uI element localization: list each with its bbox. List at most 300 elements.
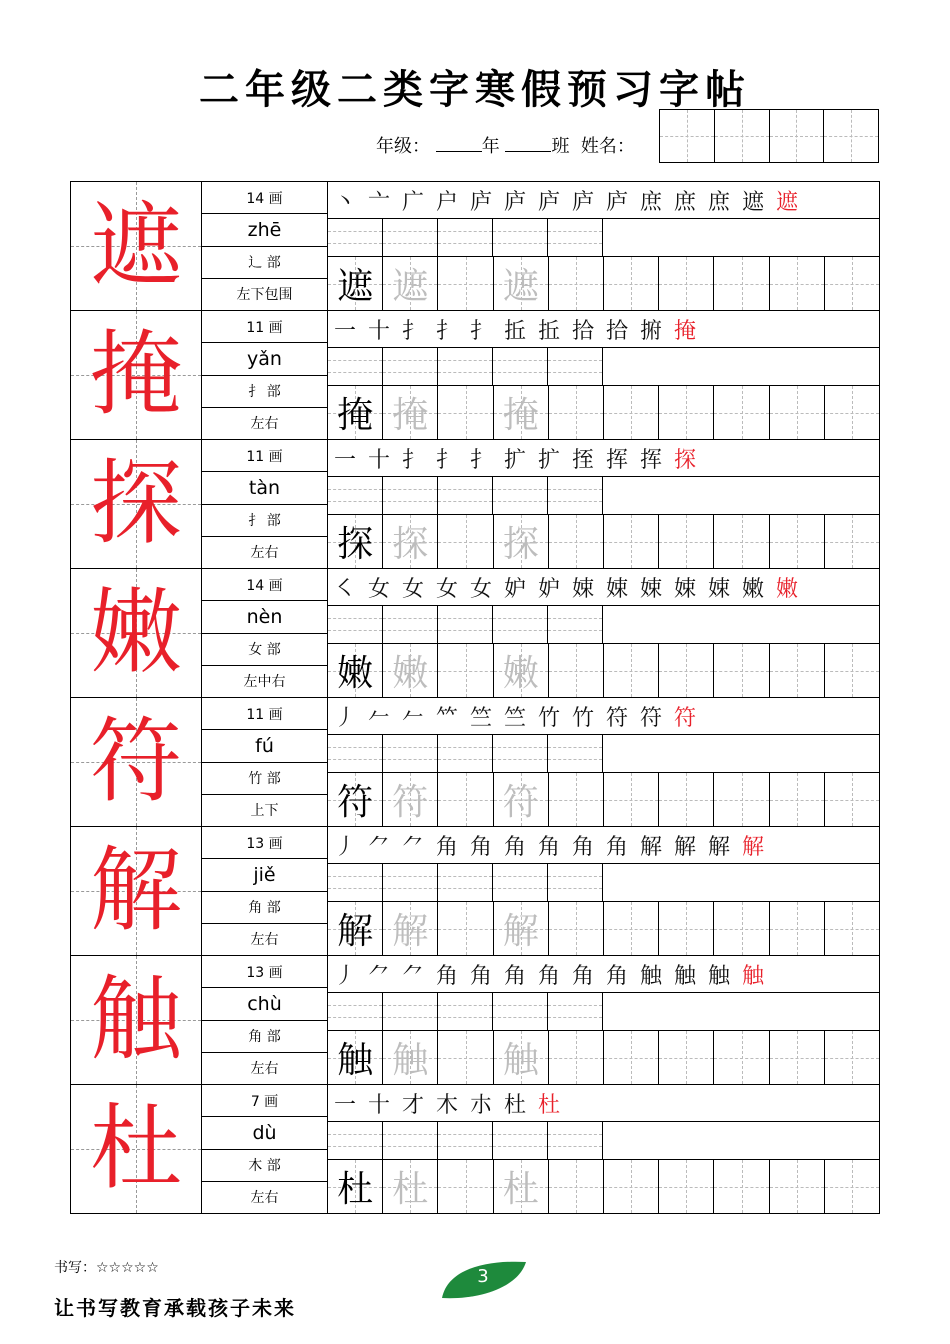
writing-cell[interactable] <box>383 644 438 697</box>
writing-cell[interactable] <box>383 1160 438 1213</box>
year-label: 年 <box>481 136 500 157</box>
stroke-step: 𥫗 <box>436 705 459 731</box>
stroke-step: 角 <box>504 834 527 860</box>
practice-area <box>328 569 879 697</box>
pinyin-row <box>328 477 879 515</box>
stroke-step: 朩 <box>470 1092 493 1118</box>
stroke-step: 十 <box>368 1092 391 1118</box>
pinyin-cell[interactable] <box>328 1122 383 1159</box>
stroke-step: 竺 <box>504 705 527 731</box>
stroke-step: 挥 <box>640 447 663 473</box>
stroke-step: 女 <box>436 576 459 602</box>
writing-cell[interactable] <box>549 1160 604 1213</box>
pinyin-cell[interactable] <box>438 606 493 643</box>
character-meta <box>202 311 328 439</box>
writing-cell[interactable] <box>383 1031 438 1084</box>
stroke-step: 扌 <box>436 318 459 344</box>
writing-cell[interactable] <box>770 386 825 439</box>
writing-cell[interactable] <box>659 386 714 439</box>
stroke-step: 娕 <box>572 576 595 602</box>
stroke-step: 一 <box>334 447 357 473</box>
stroke-step: 解 <box>742 834 765 860</box>
stroke-step: 拞 <box>504 318 527 344</box>
writing-cell[interactable] <box>825 515 879 568</box>
model-char: 探 <box>337 524 374 565</box>
stroke-step: 触 <box>640 963 663 989</box>
pinyin-cell[interactable] <box>548 735 603 772</box>
writing-cell[interactable] <box>659 515 714 568</box>
stroke-step: 户 <box>436 189 459 215</box>
stroke-step: 亠 <box>368 189 391 215</box>
pinyin-cell[interactable] <box>383 1122 438 1159</box>
stroke-step: 角 <box>606 834 629 860</box>
year-blank[interactable] <box>436 137 482 152</box>
stroke-step: 庶 <box>640 189 663 215</box>
big-character-glyph: 掩 <box>89 321 182 428</box>
stroke-step: 捬 <box>640 318 663 344</box>
writing-cell[interactable] <box>604 1160 659 1213</box>
pinyin: jiě <box>202 859 327 891</box>
trace-char: 掩 <box>502 395 539 436</box>
writing-cell[interactable] <box>438 515 493 568</box>
structure: 左右 <box>250 545 279 562</box>
big-character <box>71 182 202 310</box>
trace-char: 嫩 <box>392 653 429 694</box>
writing-grid <box>328 902 879 955</box>
writing-cell[interactable] <box>714 1031 769 1084</box>
pinyin-cell[interactable] <box>493 1122 548 1159</box>
pinyin-cell[interactable] <box>493 993 548 1030</box>
stroke-step: 十 <box>368 318 391 344</box>
writing-cell[interactable] <box>438 644 493 697</box>
writing-cell[interactable] <box>383 773 438 826</box>
stroke-step: 角 <box>436 963 459 989</box>
writing-cell[interactable] <box>825 386 879 439</box>
writing-cell[interactable] <box>825 644 879 697</box>
pinyin-cell[interactable] <box>328 993 383 1030</box>
writing-cell[interactable] <box>494 386 549 439</box>
trace-char: 杜 <box>392 1169 429 1210</box>
pinyin-cell[interactable] <box>383 477 438 514</box>
stroke-step: 挃 <box>572 447 595 473</box>
stroke-step: 角 <box>470 963 493 989</box>
writing-cell[interactable] <box>770 773 825 826</box>
structure: 左下包围 <box>236 287 293 304</box>
radical: 扌 部 <box>202 376 327 408</box>
stroke-step: 扌 <box>402 318 425 344</box>
stroke-order-row <box>328 827 879 864</box>
writing-cell[interactable] <box>604 644 659 697</box>
pinyin-cell[interactable] <box>438 993 493 1030</box>
stroke-step: 嫩 <box>776 576 799 602</box>
pinyin-cell[interactable] <box>383 735 438 772</box>
name-cell[interactable] <box>770 110 825 162</box>
pinyin-cell[interactable] <box>383 219 438 256</box>
big-character <box>71 1085 202 1213</box>
writing-cell[interactable] <box>549 1031 604 1084</box>
stroke-step: 娕 <box>674 576 697 602</box>
stroke-step: 竹 <box>538 705 561 731</box>
radical: 女 部 <box>202 634 327 666</box>
trace-char: 符 <box>392 782 429 823</box>
writing-cell[interactable] <box>383 257 438 310</box>
trace-char: 探 <box>392 524 429 565</box>
trace-char: 探 <box>502 524 539 565</box>
pinyin-row <box>328 219 879 257</box>
writing-cell[interactable] <box>604 902 659 955</box>
stroke-step: 庐 <box>538 189 561 215</box>
writing-grid <box>328 1160 879 1213</box>
character-meta <box>202 569 328 697</box>
character-meta <box>202 1085 328 1213</box>
writing-cell[interactable] <box>494 1031 549 1084</box>
writing-cell[interactable] <box>494 902 549 955</box>
big-character <box>71 827 202 955</box>
stroke-step: 角 <box>606 963 629 989</box>
writing-cell[interactable] <box>770 1160 825 1213</box>
page-title: 二年级二类字寒假预习字帖 <box>199 66 751 113</box>
stroke-step: 杜 <box>504 1092 527 1118</box>
pinyin-cell[interactable] <box>328 219 383 256</box>
trace-char: 嫩 <box>502 653 539 694</box>
writing-cell[interactable] <box>549 257 604 310</box>
stroke-step: 拾 <box>606 318 629 344</box>
writing-cell[interactable] <box>825 902 879 955</box>
character-block <box>71 827 879 956</box>
big-character-glyph: 触 <box>89 966 182 1073</box>
writing-cell[interactable] <box>604 386 659 439</box>
character-block <box>71 440 879 569</box>
stroke-step: 扩 <box>504 447 527 473</box>
writing-cell[interactable] <box>770 257 825 310</box>
big-character-glyph: 符 <box>89 708 182 815</box>
stroke-step: ⺈ <box>368 963 391 989</box>
practice-area <box>328 827 879 955</box>
student-info <box>376 132 635 158</box>
writing-cell[interactable] <box>328 515 383 568</box>
stroke-step: 角 <box>504 963 527 989</box>
practice-area <box>328 182 879 310</box>
writing-cell[interactable] <box>383 386 438 439</box>
writing-cell[interactable] <box>494 515 549 568</box>
stroke-step: 扌 <box>402 447 425 473</box>
name-boxes[interactable] <box>659 109 879 163</box>
stroke-step: 娕 <box>640 576 663 602</box>
name-label: 姓名： <box>580 136 635 157</box>
practice-area <box>328 311 879 439</box>
structure: 左中右 <box>243 674 286 691</box>
writing-cell[interactable] <box>328 257 383 310</box>
name-cell[interactable] <box>660 110 715 162</box>
big-character-glyph: 遮 <box>89 192 182 299</box>
pinyin: yǎn <box>202 343 327 375</box>
pinyin-cell[interactable] <box>493 864 548 901</box>
writing-cell[interactable] <box>714 1160 769 1213</box>
big-character <box>71 956 202 1084</box>
writing-cell[interactable] <box>714 773 769 826</box>
pinyin-cell[interactable] <box>438 219 493 256</box>
writing-cell[interactable] <box>770 644 825 697</box>
stroke-step: 广 <box>402 189 425 215</box>
writing-cell[interactable] <box>604 773 659 826</box>
writing-cell[interactable] <box>770 902 825 955</box>
stroke-step: 十 <box>368 447 391 473</box>
stroke-count: 14 画 <box>202 569 327 601</box>
writing-cell[interactable] <box>328 1160 383 1213</box>
writing-cell[interactable] <box>659 773 714 826</box>
writing-cell[interactable] <box>659 644 714 697</box>
writing-cell[interactable] <box>328 773 383 826</box>
writing-cell[interactable] <box>438 773 493 826</box>
stroke-step: 妒 <box>504 576 527 602</box>
pinyin-cell[interactable] <box>328 864 383 901</box>
practice-area <box>328 440 879 568</box>
stroke-step: 竺 <box>470 705 493 731</box>
writing-grid <box>328 257 879 310</box>
page-number: 3 <box>477 1266 489 1287</box>
writing-cell[interactable] <box>604 515 659 568</box>
radical: 竹 部 <box>202 763 327 795</box>
stroke-step: 丿 <box>334 963 357 989</box>
writing-cell[interactable] <box>714 902 769 955</box>
character-meta <box>202 827 328 955</box>
writing-cell[interactable] <box>328 386 383 439</box>
stroke-step: 木 <box>436 1092 459 1118</box>
pinyin: dù <box>202 1117 327 1149</box>
stroke-step: 遮 <box>776 189 799 215</box>
page-number-badge <box>438 1258 528 1300</box>
pinyin: fú <box>202 730 327 762</box>
grade-label: 年级： <box>376 136 430 157</box>
writing-grid <box>328 644 879 697</box>
radical: 扌 部 <box>202 505 327 537</box>
big-character-glyph: 嫩 <box>89 579 182 686</box>
pinyin-cell[interactable] <box>493 606 548 643</box>
writing-cell[interactable] <box>604 257 659 310</box>
stroke-step: 扌 <box>470 447 493 473</box>
stroke-order-row <box>328 182 879 219</box>
writing-cell[interactable] <box>549 515 604 568</box>
writing-cell[interactable] <box>494 1160 549 1213</box>
writing-cell[interactable] <box>549 902 604 955</box>
writing-cell[interactable] <box>825 1160 879 1213</box>
pinyin-cell[interactable] <box>328 348 383 385</box>
pinyin-cell[interactable] <box>548 864 603 901</box>
pinyin-cell[interactable] <box>438 348 493 385</box>
trace-char: 解 <box>502 911 539 952</box>
structure: 左右 <box>250 932 279 949</box>
pinyin-cell[interactable] <box>328 606 383 643</box>
stroke-step: 女 <box>470 576 493 602</box>
pinyin-row <box>328 606 879 644</box>
pinyin: zhē <box>202 214 327 246</box>
writing-cell[interactable] <box>825 1031 879 1084</box>
character-block <box>71 569 879 698</box>
stroke-step: 一 <box>334 318 357 344</box>
stroke-step: 杜 <box>538 1092 561 1118</box>
stroke-count: 11 画 <box>202 440 327 472</box>
character-meta <box>202 440 328 568</box>
pinyin-cell[interactable] <box>548 348 603 385</box>
writing-cell[interactable] <box>770 1031 825 1084</box>
practice-sheet <box>70 181 880 1214</box>
trace-char: 符 <box>502 782 539 823</box>
writing-cell[interactable] <box>383 515 438 568</box>
name-cell[interactable] <box>824 110 878 162</box>
writing-cell[interactable] <box>438 386 493 439</box>
writing-cell[interactable] <box>438 257 493 310</box>
stroke-step: 角 <box>538 963 561 989</box>
writing-cell[interactable] <box>438 1031 493 1084</box>
pinyin-cell[interactable] <box>328 735 383 772</box>
pinyin-cell[interactable] <box>383 348 438 385</box>
pinyin-cell[interactable] <box>493 735 548 772</box>
character-block <box>71 698 879 827</box>
stroke-step: ⺈ <box>402 834 425 860</box>
pinyin-cell[interactable] <box>383 993 438 1030</box>
stroke-step: 角 <box>436 834 459 860</box>
stroke-step: 触 <box>742 963 765 989</box>
stroke-order-row <box>328 956 879 993</box>
writing-cell[interactable] <box>494 257 549 310</box>
writing-cell[interactable] <box>494 644 549 697</box>
structure: 左右 <box>250 1061 279 1078</box>
trace-char: 掩 <box>392 395 429 436</box>
pinyin-cell[interactable] <box>383 606 438 643</box>
pinyin-cell[interactable] <box>383 864 438 901</box>
radical: 木 部 <box>202 1150 327 1182</box>
stroke-step: 解 <box>708 834 731 860</box>
pinyin: chù <box>202 988 327 1020</box>
stroke-step: 丿 <box>334 834 357 860</box>
writing-cell[interactable] <box>438 1160 493 1213</box>
pinyin-cell[interactable] <box>548 219 603 256</box>
pinyin-cell[interactable] <box>493 348 548 385</box>
writing-cell[interactable] <box>659 257 714 310</box>
writing-grid <box>328 1031 879 1084</box>
pinyin-row <box>328 993 879 1031</box>
writing-cell[interactable] <box>825 773 879 826</box>
stroke-step: 拾 <box>572 318 595 344</box>
writing-cell[interactable] <box>494 773 549 826</box>
stroke-step: 角 <box>572 834 595 860</box>
writing-cell[interactable] <box>328 902 383 955</box>
stroke-step: 嫩 <box>742 576 765 602</box>
writing-cell[interactable] <box>659 1031 714 1084</box>
character-block <box>71 1085 879 1213</box>
writing-cell[interactable] <box>328 1031 383 1084</box>
stroke-step: 符 <box>674 705 697 731</box>
stroke-step: 扩 <box>538 447 561 473</box>
stroke-step: 符 <box>640 705 663 731</box>
name-cell[interactable] <box>715 110 770 162</box>
stroke-step: 触 <box>708 963 731 989</box>
pinyin-cell[interactable] <box>548 606 603 643</box>
writing-cell[interactable] <box>549 773 604 826</box>
stroke-step: ⺈ <box>368 834 391 860</box>
stroke-step: 𠂉 <box>402 705 425 731</box>
stroke-step: 竹 <box>572 705 595 731</box>
radical: 辶 部 <box>202 247 327 279</box>
writing-cell[interactable] <box>549 644 604 697</box>
writing-cell[interactable] <box>714 515 769 568</box>
character-meta <box>202 182 328 310</box>
writing-cell[interactable] <box>714 386 769 439</box>
structure: 左右 <box>250 1190 279 1207</box>
big-character-glyph: 杜 <box>89 1095 182 1202</box>
writing-cell[interactable] <box>604 1031 659 1084</box>
stroke-step: 庶 <box>674 189 697 215</box>
slogan: 让书写教育承载孩子未来 <box>54 1296 296 1320</box>
pinyin-cell[interactable] <box>548 993 603 1030</box>
stroke-step: 娕 <box>708 576 731 602</box>
pinyin-cell[interactable] <box>328 477 383 514</box>
big-character <box>71 311 202 439</box>
pinyin-cell[interactable] <box>493 477 548 514</box>
writing-grid <box>328 515 879 568</box>
stroke-step: 角 <box>538 834 561 860</box>
writing-cell[interactable] <box>383 902 438 955</box>
pinyin-cell[interactable] <box>438 1122 493 1159</box>
stroke-step: 符 <box>606 705 629 731</box>
pinyin-cell[interactable] <box>438 735 493 772</box>
character-block <box>71 956 879 1085</box>
stroke-step: 解 <box>640 834 663 860</box>
stroke-step: 才 <box>402 1092 425 1118</box>
stroke-step: 丿 <box>334 705 357 731</box>
stroke-step: 庶 <box>708 189 731 215</box>
radical: 角 部 <box>202 892 327 924</box>
writing-cell[interactable] <box>659 902 714 955</box>
pinyin-cell[interactable] <box>438 477 493 514</box>
stroke-step: 角 <box>470 834 493 860</box>
stroke-step: 遮 <box>742 189 765 215</box>
model-char: 掩 <box>337 395 374 436</box>
writing-cell[interactable] <box>825 257 879 310</box>
character-block <box>71 182 879 311</box>
stroke-count: 11 画 <box>202 698 327 730</box>
stroke-step: ㇛ <box>334 576 357 602</box>
pinyin-cell[interactable] <box>493 219 548 256</box>
writing-cell[interactable] <box>714 257 769 310</box>
writing-cell[interactable] <box>714 644 769 697</box>
stroke-step: 挥 <box>606 447 629 473</box>
stroke-step: 丶 <box>334 189 357 215</box>
writing-cell[interactable] <box>770 515 825 568</box>
big-character-glyph: 探 <box>89 450 182 557</box>
writing-cell[interactable] <box>549 386 604 439</box>
stroke-order-row <box>328 698 879 735</box>
big-character-glyph: 解 <box>89 837 182 944</box>
practice-area <box>328 1085 879 1213</box>
writing-cell[interactable] <box>659 1160 714 1213</box>
pinyin-cell[interactable] <box>548 1122 603 1159</box>
stroke-step: 𠂉 <box>368 705 391 731</box>
rating: 书写：☆☆☆☆☆ <box>54 1260 159 1276</box>
big-character <box>71 440 202 568</box>
pinyin-cell[interactable] <box>548 477 603 514</box>
model-char: 遮 <box>337 266 374 307</box>
practice-area <box>328 698 879 826</box>
big-character <box>71 569 202 697</box>
trace-char: 触 <box>502 1040 539 1081</box>
class-blank[interactable] <box>505 137 551 152</box>
stroke-count: 13 画 <box>202 827 327 859</box>
pinyin-cell[interactable] <box>438 864 493 901</box>
writing-cell[interactable] <box>438 902 493 955</box>
trace-char: 解 <box>392 911 429 952</box>
writing-cell[interactable] <box>328 644 383 697</box>
